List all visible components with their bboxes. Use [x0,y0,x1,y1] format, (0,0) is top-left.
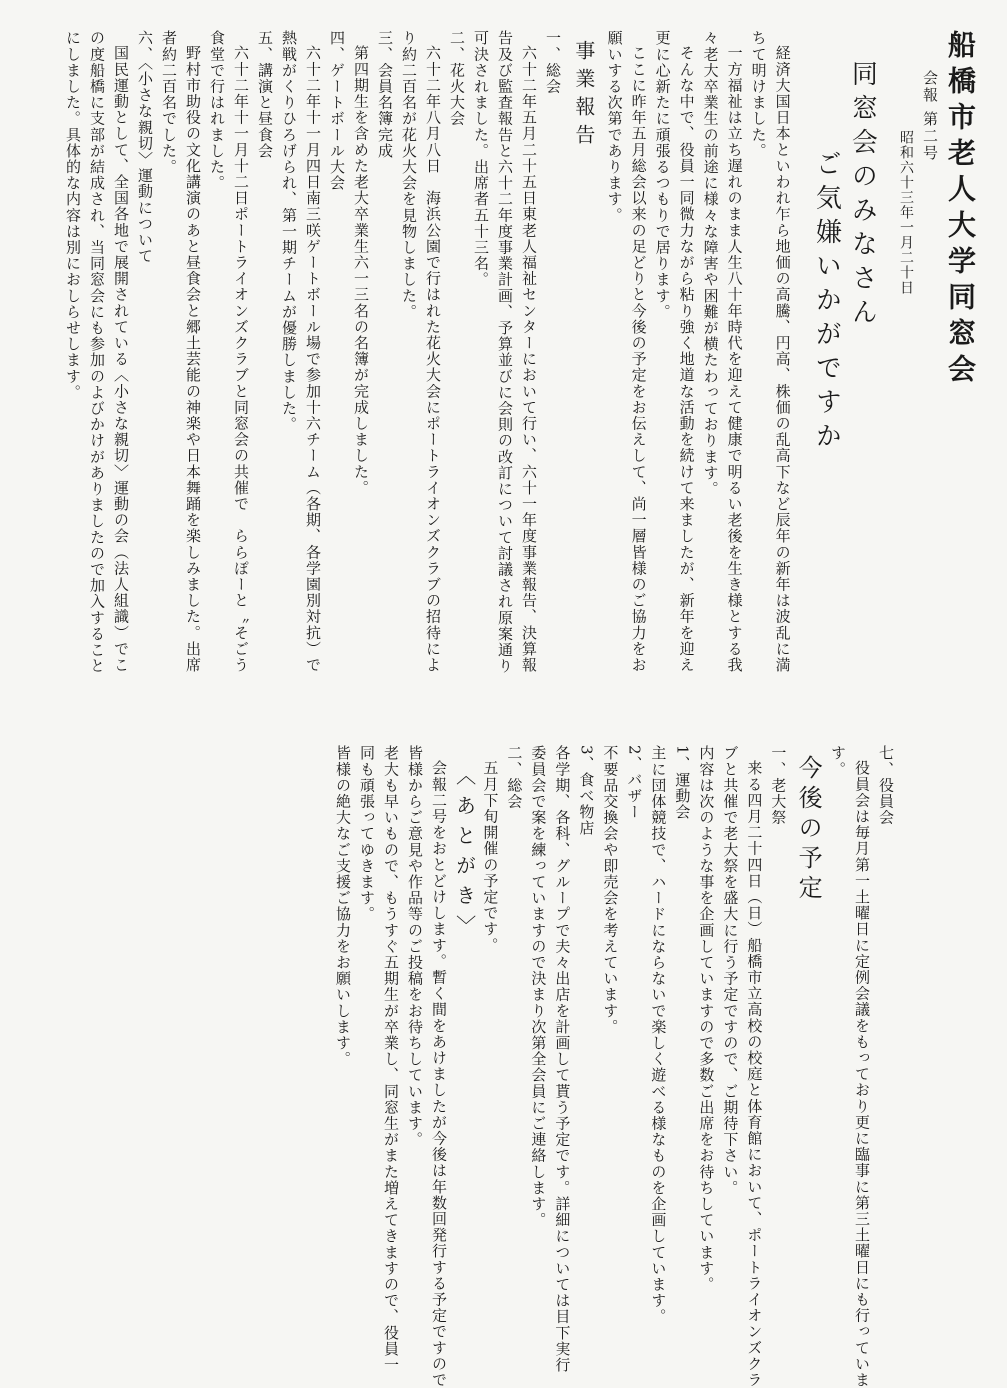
plan-item-heading: 1、運動会 [673,745,692,821]
plan-item-heading: 一、老大祭 [769,745,788,826]
report-line: の度船橋に支部が結成され、当同窓会にも参加のよびかけがありましたので加入すること [88,30,106,674]
afterword-line: 同も頑張ってゆきます。 [358,745,376,923]
report-line: 六十二年十一月四日南三咲ゲートボール場で参加十六チーム（各期、各学園別対抗）で [304,45,322,673]
issue-label: 会報 第二号 [921,70,939,162]
plan-line: 主に団体競技で、ハードにならないで楽しく遊べる様なものを企画しています。 [649,745,668,1325]
report-item-heading: 三、会員名簿完成 [376,30,394,159]
greeting-line-1: 同窓会のみなさん [847,60,878,332]
upper-section [0,0,1007,690]
plan-item-heading: 2、バザー [625,745,644,821]
intro-line: 経済大国日本といわれ乍ら地価の高騰、円高、株価の乱高下など辰年の新年は波乱に満 [773,45,792,673]
plan-line: 五月下旬開催の予定です。 [481,760,500,954]
report-line: 第四期生を含めた老大卒業生六一三名の名簿が完成しました。 [352,45,370,496]
plan-line: 不要品交換会や即売会を考えています。 [601,745,620,1035]
lower-section [0,745,1007,1388]
report-item-heading: 四、ゲートボール大会 [328,30,346,191]
report-line: 可決されました。出席者五十三名。 [472,30,490,288]
report-line: 野村市助役の文化講演のあと昼食会と郷土芸能の神楽や日本舞踊を楽しみました。出席 [184,45,202,673]
plans-heading: 今後の予定 [794,755,823,905]
report-item-heading: 二、花火大会 [448,30,466,127]
report-line: 役員会は毎月第一土曜日に定例会議をもっており更に臨事に第三土曜日にも行っていま [853,760,871,1388]
report-item-heading: 七、役員会 [877,745,895,826]
report-line: 六十二年五月二十五日東老人福祉センターにおいて行い、六十一年度事業報告、決算報 [520,45,538,673]
report-item-heading: 五、講演と昼食会 [256,30,274,159]
issue-date: 昭和六十三年一月二十日 [898,130,914,295]
plan-line: 来る四月二十四日（日）船橋市立高校の校庭と体育館において、ポートライオンズクラ [745,760,764,1388]
intro-line: 願いする次第であります。 [605,30,624,224]
intro-line: 々老大卒業生の前途に様々な障害や困難が横たわっております。 [701,30,720,497]
report-line: り約二百名が花火大会を見物しました。 [400,30,418,320]
report-line: 六十二年八月八日 海浜公園で行はれた花火大会にポートライオンズクラブの招待によ [424,45,442,673]
afterword-line: 皆様からご意見や作品等のご投稿をお待ちしています。 [406,745,424,1148]
intro-line: 更に心新たに頑張るつもりで居ります。 [653,30,672,320]
report-item-heading: 一、総会 [544,30,562,95]
report-line: 国民運動として、全国各地で展開されている〈小さな親切〉運動の会（法人組識）でこ [112,45,130,673]
report-line: 熱戦がくりひろげられ、第一期チームが優勝しました。 [280,30,298,433]
plan-item-heading: 二、総会 [505,745,524,810]
report-line: にしました。具体的な内容は別におしらせします。 [64,30,82,401]
plan-line: 内容は次のような事を企画していますので多数ご出席をお待ちしています。 [697,745,716,1293]
intro-line: そんな中で、役員一同微力ながら粘り強く地道な活動を続けて来ましたが、新年を迎え [677,45,696,673]
report-heading: 事業報告 [571,40,596,152]
newsletter-title: 船橋市老人大学同窓会 [944,30,977,390]
report-line: す。 [829,745,847,778]
afterword-line: 会報二号をおとどけします。暫く間をあけましたが今後は年数回発行する予定ですので [430,760,448,1388]
report-line: 者約二百名でした。 [160,30,178,175]
intro-line: 一方福祉は立ち遅れのまま人生八十年時代を迎えて健康で明るい老後を生き様とする我 [725,45,744,673]
report-line: 告及び監査報告と六十二年度事業計画、予算並びに会則の改訂について討議され原案通り [496,30,514,674]
report-line: 食堂で行はれました。 [208,30,226,191]
plan-line: 委員会で案を練っていますので決まり次第全会員にご連絡します。 [529,745,548,1228]
greeting-line-2: ご気嫌いかがですか [811,150,842,456]
plan-line: ブと共催で老大祭を盛大に行う予定ですので、ご期待下さい。 [721,745,740,1196]
intro-line: ちて明けました。 [749,30,768,159]
plan-item-heading: 3、食べ物店 [577,745,596,837]
intro-line: ここに昨年五月総会以来の足どりと今後の予定をお伝えして、尚一層皆様のご協力をお [629,45,648,673]
afterword-line: 皆様の絶大なご支援ご協力をお願いします。 [334,745,352,1067]
plan-line: 各学期、各科、グループで夫々出店を計画して貰う予定です。詳細については目下実行 [553,745,572,1373]
report-line: 六十二年十一月十二日ポートライオンズクラブと同窓会の共催で ららぽーと〝そごう [232,45,250,673]
afterword-line: 老大も早いもので、もうすぐ五期生が卒業し、同窓生がまた増えてきますので、役員一 [382,745,400,1373]
afterword-heading: 〈あとがき〉 [452,765,477,945]
report-item-heading: 六、〈小さな親切〉運動について [136,30,154,264]
